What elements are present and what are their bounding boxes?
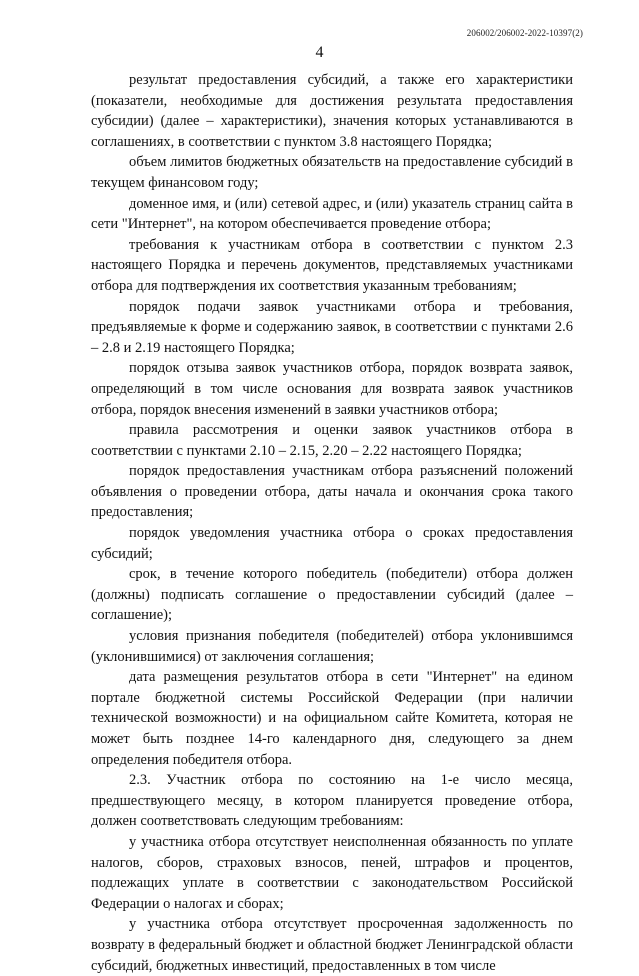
paragraph: результат предоставления субсидий, а также его характеристики (показатели, необходимые для достижения результата предоставления субсидии) (далее – характеристики), значения которых устанавливаются в соглашениях, в соответствии с пунктом 3.8 настоящего Порядка;: [91, 72, 573, 150]
body-text: [91, 70, 573, 976]
paragraph: условия признания победителя (победителей) отбора уклонившимся (уклонившимися) от заключения соглашения;: [91, 628, 573, 665]
paragraph: у участника отбора отсутствует неисполненная обязанность по уплате налогов, сборов, страховых взносов, пеней, штрафов и процентов, подлежащих уплате в соответствии с законодательством Российской Федерации о налогах и сборах;: [91, 833, 573, 912]
document-number: 206002/206002-2022-10397(2): [466, 28, 583, 38]
paragraph: срок, в течение которого победитель (победители) отбора должен (должны) подписать соглашение о предоставлении субсидий (далее – соглашение);: [91, 566, 573, 624]
paragraph: порядок уведомления участника отбора о сроках предоставления субсидий;: [91, 525, 573, 562]
paragraph: объем лимитов бюджетных обязательств на предоставление субсидий в текущем финансовом году;: [91, 154, 573, 191]
paragraph: дата размещения результатов отбора в сети "Интернет" на едином портале бюджетной системы Российской Федерации (при наличии технической возможности) и на официальном сайте Комитета, которая не может быть позднее 14-го календарного дня, следующего за днем определения победителя отбора.: [91, 669, 573, 768]
paragraph: требования к участникам отбора в соответствии с пунктом 2.3 настоящего Порядка и перечень документов, представляемых участниками отбора для подтверждения их соответствия указанным требованиям;: [91, 236, 573, 294]
paragraph: правила рассмотрения и оценки заявок участников отбора в соответствии с пунктами 2.10 – 2.15, 2.20 – 2.22 настоящего Порядка;: [91, 422, 573, 459]
page-number: 4: [315, 44, 324, 61]
paragraph: порядок подачи заявок участниками отбора и требования, предъявляемые к форме и содержанию заявок, в соответствии с пунктами 2.6 – 2.8 и 2.19 настоящего Порядка;: [91, 298, 573, 356]
paragraph: порядок отзыва заявок участников отбора, порядок возврата заявок, определяющий в том числе основания для возврата заявок участников отбора, порядок внесения изменений в заявки участников отбора;: [91, 360, 573, 418]
paragraph: у участника отбора отсутствует просроченная задолженность по возврату в федеральный бюджет и областной бюджет Ленинградской области субсидий, бюджетных инвестиций, предоставленных в том числе: [91, 916, 573, 974]
paragraph: порядок предоставления участникам отбора разъяснений положений объявления о проведении отбора, даты начала и окончания срока такого предоставления;: [91, 463, 573, 521]
paragraph: доменное имя, и (или) сетевой адрес, и (или) указатель страниц сайта в сети "Интернет", на котором обеспечивается проведение отбора;: [91, 195, 573, 233]
paragraph: 2.3. Участник отбора по состоянию на 1-е число месяца, предшествующего месяцу, в котором планируется проведение отбора, должен соответствовать следующим требованиям:: [91, 772, 573, 830]
